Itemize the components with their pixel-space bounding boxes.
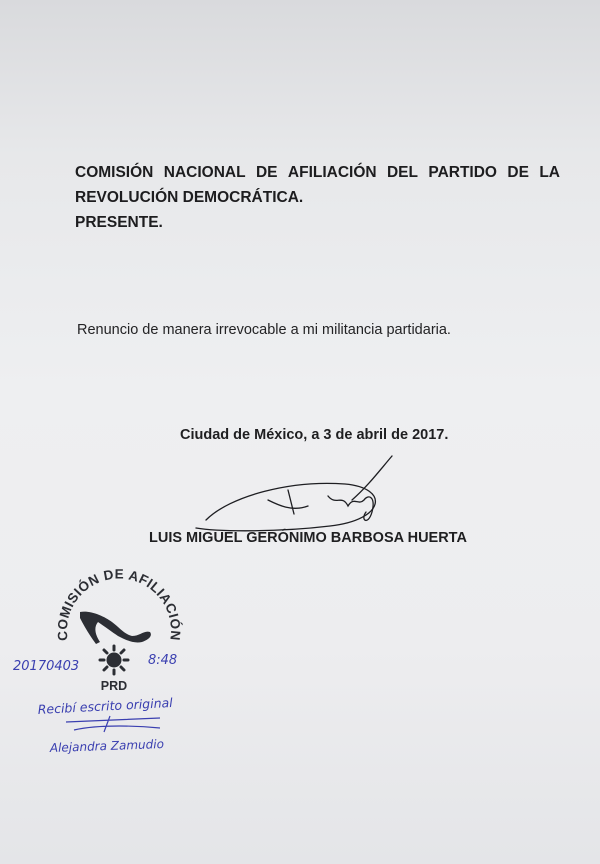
receiver-name: Alejandra Zamudio [49, 737, 165, 755]
letter-body: Renuncio de manera irrevocable a mi militancia partidaria. [77, 322, 451, 338]
handwritten-signature [196, 456, 392, 531]
received-date: 20170403 [13, 659, 80, 674]
addressee-word: COMISIÓN [75, 164, 154, 181]
addressee-word: DE [255, 164, 278, 181]
addressee-word: PARTIDO [428, 164, 497, 181]
stamp-arc-text: COMISIÓN DE AFILIACIÓN [54, 566, 184, 642]
addressee-word: DEL [386, 164, 418, 181]
signatory-name: LUIS MIGUEL GERÓNIMO BARBOSA HUERTA [149, 530, 467, 546]
stamp-party-label: PRD [100, 679, 128, 693]
mexico-map-icon [80, 612, 151, 644]
place-date: Ciudad de México, a 3 de abril de 2017. [180, 427, 449, 443]
reception-notes [13, 653, 177, 755]
receiver-initials-mark [66, 716, 160, 732]
prd-sun-logo-icon [100, 646, 128, 674]
reception-stamp [55, 567, 183, 693]
received-note: Recibí escrito original [37, 694, 174, 717]
addressee-word: DE [507, 164, 529, 181]
addressee-line-3: PRESENTE. [75, 214, 163, 231]
addressee-word: AFILIACIÓN [287, 164, 377, 181]
addressee-line-2: REVOLUCIÓN DEMOCRÁTICA. [75, 189, 304, 206]
received-time: 8:48 [148, 653, 178, 668]
addressee-word: LA [539, 164, 560, 181]
addressee-word: NACIONAL [163, 164, 246, 181]
